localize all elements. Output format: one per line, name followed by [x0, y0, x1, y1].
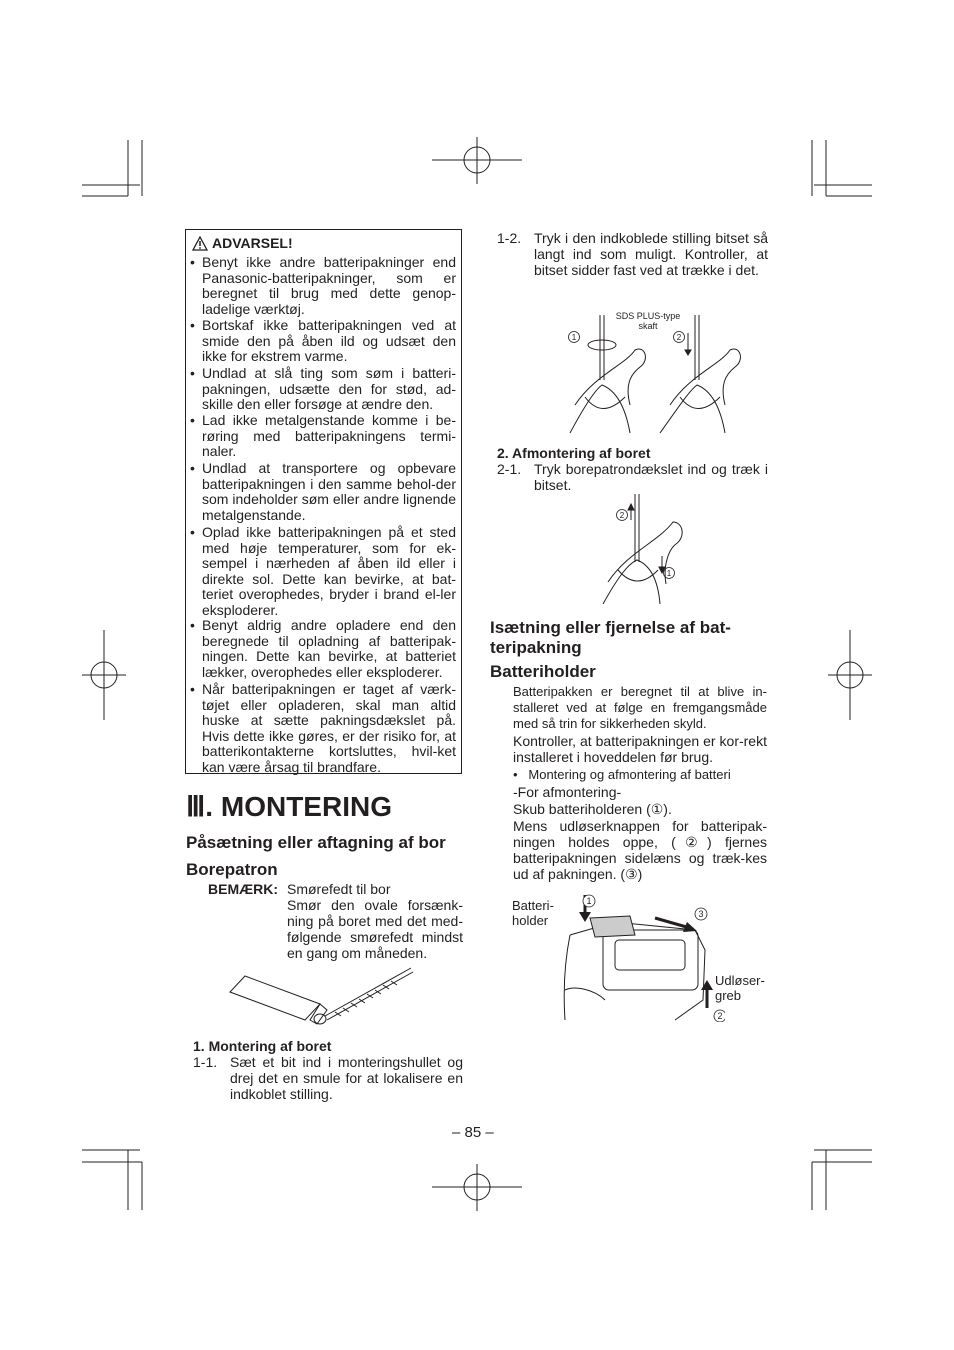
battery-bullet: • Montering og afmontering af batteri	[513, 767, 731, 782]
warning-bullet-text: Bortskaf ikke batteripakningen ved at smide den på åben ild og udsæt den ikke for ekstrem varme.	[202, 317, 456, 365]
section-heading	[186, 790, 392, 823]
battery-bullet-text: Montering og afmontering af batteri	[528, 767, 731, 782]
batteriholder-label: Batteri-holder	[512, 898, 554, 928]
sds-plus-label: SDS PLUS-type skaft	[615, 311, 681, 331]
battery-text2: Kontroller, at batteripakningen er kor-rekt installeret i hoveddelen før brug.	[513, 733, 767, 765]
warning-bullet: • Lad ikke metalgenstande komme i be-røring med batteripakningens termi-naler.	[190, 412, 456, 460]
page-number: – 85 –	[452, 1124, 494, 1141]
section-title: MONTERING	[220, 791, 392, 822]
svg-text:1: 1	[586, 896, 592, 906]
note-label: BEMÆRK:	[208, 881, 278, 897]
note-line1: Smørefedt til bor	[287, 881, 391, 897]
battery-removal-illustration	[555, 890, 725, 1022]
step2-1-text: Tryk borepatrondækslet ind og træk i bitset.	[534, 461, 768, 493]
afmontering-label: -For afmontering-	[513, 784, 622, 800]
section-numeral: Ⅲ.	[186, 791, 214, 822]
svg-text:2: 2	[676, 333, 682, 342]
warning-bullet: • Bortskaf ikke batteripakningen ved at smide den på åben ild og udsæt den ikke for ekstrem varme.	[190, 317, 456, 365]
warning-title-text: ADVARSEL!	[212, 235, 293, 251]
battery-heading: Isætning eller fjernelse af bat-teripakning	[490, 618, 731, 657]
warning-bullet-text: Benyt aldrig andre opladere end den beregnede til opladning af batteripak-ningen. Dette kan bevirke, at batteriet lækker, overophedes eller eksploderer.	[202, 617, 456, 680]
svg-text:1: 1	[666, 569, 672, 578]
step1-title: 1. Montering af boret	[193, 1038, 332, 1054]
step2-title: 2. Afmontering af boret	[497, 445, 651, 461]
battery-text3: Mens udløserknappen for batteripak-ningen holdes oppe, (②) fjernes batteripakningen sidelæns og træk-kes ud af pakningen. (③)	[513, 818, 767, 882]
battery-text1: Batteripakken er beregnet til at blive in-stalleret ved at følge en fremgangsmåde med så trin for sikkerheden skyld.	[513, 684, 767, 731]
svg-text:2: 2	[619, 511, 625, 520]
warning-bullet: • Når batteripakningen er taget af værk-tøjet eller opladeren, skal man altid huske at sætte pakningsdækslet på. Hvis dette ikke gøres, er der risiko for, at batterikontakterne kortsluttes, hvil-ket kan være årsag til brandfare.	[190, 681, 456, 775]
warning-title	[192, 235, 293, 251]
warning-bullet-text: Lad ikke metalgenstande komme i be-røring med batteripakningens termi-naler.	[202, 412, 456, 460]
udloesergreb-label: Udløser-greb	[715, 973, 765, 1003]
warning-bullet: • Oplad ikke batteripakningen på et sted med høje temperaturer, som for ek-sempel i nærheden af åben ild eller i direkte sol. Dette kan bevirke, at bat-teriet overophedes, bryder i brand el-ler eksploderer.	[190, 524, 456, 618]
slide-holder-text: Skub batteriholderen (①).	[513, 801, 672, 817]
batteriholder-heading: Batteriholder	[490, 662, 596, 681]
warning-triangle-icon	[192, 236, 208, 251]
bit-removal-illustration	[598, 492, 688, 604]
warning-bullet-text: Når batteripakningen er taget af værk-tøjet eller opladeren, skal man altid huske at sætte pakningsdækslet på. Hvis dette ikke gøres, er der risiko for, at batterikontakterne kortsluttes, hvil-ket kan være årsag til brandfare.	[202, 681, 456, 775]
borepatron-heading: Borepatron	[186, 860, 278, 879]
warning-bullet-text: Undlad at transportere og opbevare batteripakningen i den samme behol-der som indeholder søm eller andre lignende metalgenstande.	[202, 460, 456, 523]
grease-illustration	[225, 964, 425, 1034]
step1-1-number: 1-1.	[193, 1054, 218, 1070]
warning-bullet: • Benyt aldrig andre opladere end den beregnede til opladning af batteripak-ningen. Dette kan bevirke, at batteriet lækker, overophedes eller eksploderer.	[190, 617, 456, 680]
note-text: Smør den ovale forsænk-ning på boret med det med-følgende smørefedt mindst en gang om måneden.	[287, 897, 463, 961]
bor-heading: Påsætning eller aftagning af bor	[186, 833, 446, 852]
svg-text:2: 2	[717, 1011, 723, 1021]
warning-bullet-text: Benyt ikke andre batteripakninger end Panasonic-batteripakninger, som er beregnet til brug med dette genop-ladelige værktøj.	[202, 254, 456, 317]
warning-bullet-text: Undlad at slå ting som søm i batteri-pakningen, udsætte den for stød, ad-skille den eller forsøge at ændre den.	[202, 365, 456, 413]
step1-2-number: 1-2.	[497, 230, 522, 246]
warning-bullet: • Undlad at transportere og opbevare batteripakningen i den samme behol-der som indeholder søm eller andre lignende metalgenstande.	[190, 460, 456, 523]
svg-text:3: 3	[698, 909, 704, 919]
warning-bullet: • Benyt ikke andre batteripakninger end Panasonic-batteripakninger, som er beregnet til brug med dette genop-ladelige værktøj.	[190, 254, 456, 317]
svg-text:1: 1	[571, 333, 577, 342]
step2-1-number: 2-1.	[497, 461, 522, 477]
warning-bullet-text: Oplad ikke batteripakningen på et sted med høje temperaturer, som for ek-sempel i nærheden af åben ild eller i direkte sol. Dette kan bevirke, at bat-teriet overophedes, bryder i brand el-ler eksploderer.	[202, 524, 456, 618]
step1-2-text: Tryk i den indkoblede stilling bitset så langt ind som muligt. Kontroller, at bitset sidder fast ved at trække i det.	[534, 230, 768, 278]
warning-bullet: • Undlad at slå ting som søm i batteri-pakningen, udsætte den for stød, ad-skille den eller forsøge at ændre den.	[190, 365, 456, 413]
step1-1-text: Sæt et bit ind i monteringshullet og drej det en smule for at lokalisere en indkoblet stilling.	[230, 1054, 463, 1102]
